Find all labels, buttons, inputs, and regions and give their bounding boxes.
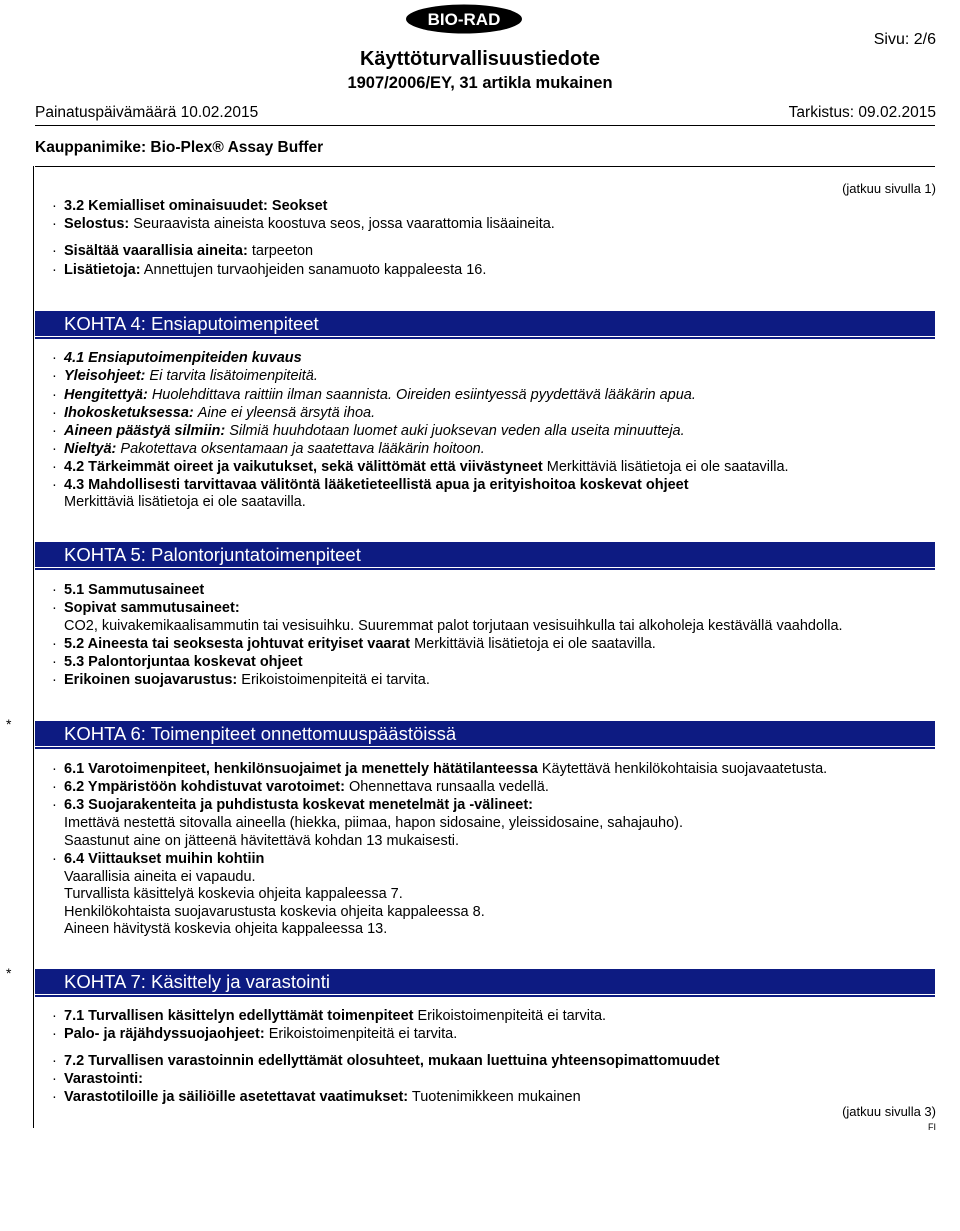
list-item: · Nieltyä: Pakotettava oksentamaan ja saatettava lääkärin hoitoon. <box>52 441 485 457</box>
list-item: · 5.1 Sammutusaineet <box>52 582 205 598</box>
content-left-border <box>33 166 34 1128</box>
document-title: Käyttöturvallisuustiedote <box>359 48 601 70</box>
list-item: · Erikoinen suojavarustus: Erikoistoimenpiteitä ei tarvita. <box>52 672 430 688</box>
page-number: Sivu: 2/6 <box>873 31 936 48</box>
document-subtitle: 1907/2006/EY, 31 artikla mukainen <box>347 74 613 92</box>
section-header-7: KOHTA 7: Käsittely ja varastointi <box>35 969 935 994</box>
bio-rad-logo <box>405 4 523 34</box>
revision-marker: * <box>6 965 12 981</box>
list-item: Turvallista käsittelyä koskevia ohjeita kappaleessa 7. <box>64 886 403 902</box>
logo-text: BIO-RAD <box>427 10 501 29</box>
section-header-6: KOHTA 6: Toimenpiteet onnettomuuspäästöissä <box>35 721 935 746</box>
section-header-4: KOHTA 4: Ensiaputoimenpiteet <box>35 311 935 336</box>
revision-date: Tarkistus: 09.02.2015 <box>788 104 936 121</box>
print-date: Painatuspäivämäärä 10.02.2015 <box>35 104 259 121</box>
list-item: Vaarallisia aineita ei vapaudu. <box>64 869 256 885</box>
header-divider <box>35 125 935 126</box>
list-item: · 5.2 Aineesta tai seoksesta johtuvat erityiset vaarat Merkittäviä lisätietoja ei ole saatavilla. <box>52 636 656 652</box>
continued-from-note: (jatkuu sivulla 1) <box>842 181 936 196</box>
list-item: · 6.2 Ympäristöön kohdistuvat varotoimet: Ohennettava runsaalla vedellä. <box>52 779 549 795</box>
section-header-5: KOHTA 5: Palontorjuntatoimenpiteet <box>35 542 935 567</box>
list-item: Aineen hävitystä koskevia ohjeita kappaleessa 13. <box>64 921 388 937</box>
revision-marker: * <box>6 716 12 732</box>
list-item: · Varastotiloille ja säiliöille asetettavat vaatimukset: Tuotenimikkeen mukainen <box>52 1089 581 1105</box>
list-item: Henkilökohtaista suojavarustusta koskevia ohjeita kappaleessa 8. <box>64 904 485 920</box>
list-item: · Varastointi: <box>52 1071 143 1087</box>
list-item: · 7.2 Turvallisen varastoinnin edellyttämät olosuhteet, mukaan luettuina yhteensopimattomuudet <box>52 1053 720 1069</box>
list-item: · Hengitettyä: Huolehdittava raittiin ilman saannista. Oireiden esiintyessä pyydettävä lääkärin apua. <box>52 387 696 403</box>
list-item: · 7.1 Turvallisen käsittelyn edellyttämät toimenpiteet Erikoistoimenpiteitä ei tarvita. <box>52 1008 607 1024</box>
list-item: · Ihokosketuksessa: Aine ei yleensä ärsytä ihoa. <box>52 405 376 421</box>
continued-to-note: (jatkuu sivulla 3) <box>842 1104 936 1119</box>
list-item: · 4.2 Tärkeimmät oireet ja vaikutukset, sekä välittömät että viivästyneet Merkittäviä lisätietoja ei ole saatavilla. <box>52 459 789 475</box>
list-item: Saastunut aine on jätteenä hävitettävä kohdan 13 mukaisesti. <box>64 833 459 849</box>
list-item: · 4.1 Ensiaputoimenpiteiden kuvaus <box>52 350 302 366</box>
list-item: · Palo- ja räjähdyssuojaohjeet: Erikoistoimenpiteitä ei tarvita. <box>52 1026 458 1042</box>
list-item: · 6.4 Viittaukset muihin kohtiin <box>52 851 265 867</box>
list-item: Merkittäviä lisätietoja ei ole saatavilla. <box>64 494 306 510</box>
content-top-divider <box>35 166 935 167</box>
list-item: · Sopivat sammutusaineet: <box>52 600 240 616</box>
list-item: Imettävä nestettä sitovalla aineella (hiekka, piimaa, hapon sidosaine, yleissidosaine, sahajauho). <box>64 815 684 831</box>
list-item: · Sisältää vaarallisia aineita: tarpeeton <box>52 243 314 259</box>
list-item: · Aineen päästyä silmiin: Silmiä huuhdotaan luomet auki juoksevan veden alla useita minuutteja. <box>52 423 685 439</box>
list-item: · 5.3 Palontorjuntaa koskevat ohjeet <box>52 654 303 670</box>
list-item: · 6.3 Suojarakenteita ja puhdistusta koskevat menetelmät ja -välineet: <box>52 797 534 813</box>
list-item: · Selostus: Seuraavista aineista koostuva seos, jossa vaarattomia lisäaineita. <box>52 216 555 232</box>
product-name: Kauppanimike: Bio-Plex® Assay Buffer <box>35 139 324 156</box>
list-item: · 4.3 Mahdollisesti tarvittavaa välitöntä lääketieteellistä apua ja erityishoitoa koskevat ohjeet <box>52 477 689 493</box>
list-item: · 3.2 Kemialliset ominaisuudet: Seokset <box>52 198 328 214</box>
list-item: · Yleisohjeet: Ei tarvita lisätoimenpiteitä. <box>52 368 318 384</box>
language-code: FI <box>928 1122 936 1132</box>
list-item: · 6.1 Varotoimenpiteet, henkilönsuojaimet ja menettely hätätilanteessa Käytettävä henkilökohtaisia suojavaatetusta. <box>52 761 828 777</box>
list-item: · Lisätietoja: Annettujen turvaohjeiden sanamuoto kappaleesta 16. <box>52 262 487 278</box>
list-item: CO2, kuivakemikaalisammutin tai vesisuihku. Suuremmat palot torjutaan vesisuihkulla tai alkoholeja kestävällä vaahdolla. <box>64 618 843 634</box>
